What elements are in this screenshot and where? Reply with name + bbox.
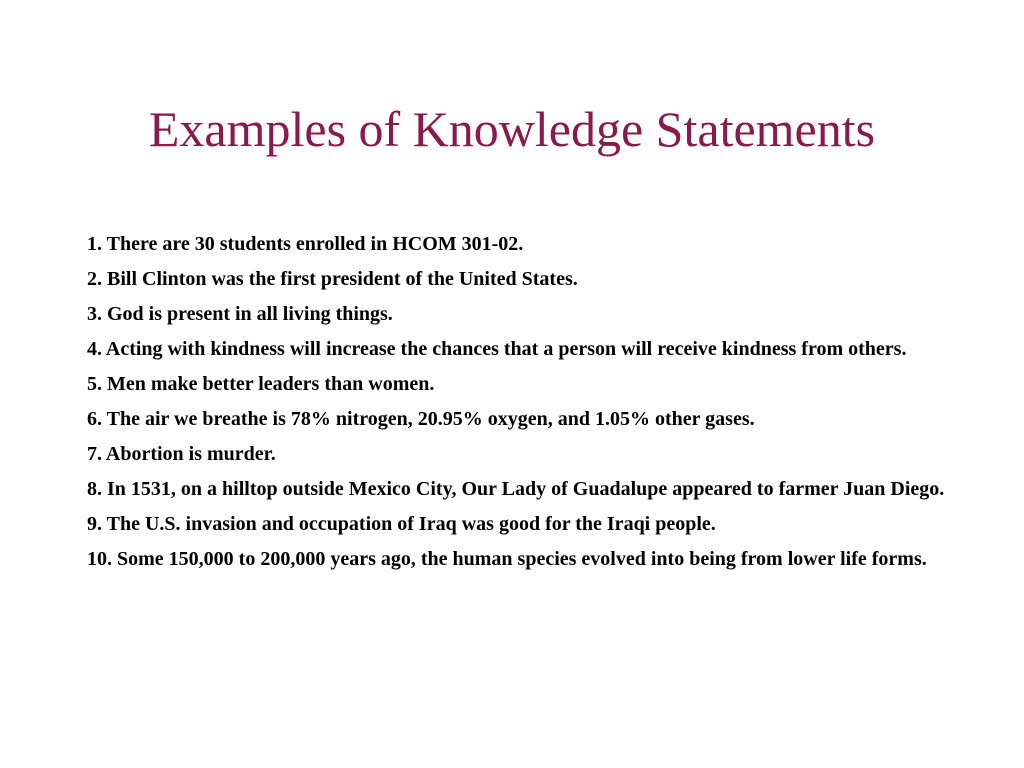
statement-item-2: 2. Bill Clinton was the first president of the United States. (87, 268, 578, 290)
statement-item-1: 1. There are 30 students enrolled in HCOM 301-02. (87, 233, 524, 255)
statement-item-3: 3. God is present in all living things. (87, 303, 393, 325)
statement-item-8: 8. In 1531, on a hilltop outside Mexico City, Our Lady of Guadalupe appeared to farmer Juan Diego. (87, 478, 945, 500)
statement-item-10: 10. Some 150,000 to 200,000 years ago, the human species evolved into being from lower life forms. (87, 548, 927, 570)
slide-title: Examples of Knowledge Statements (148, 101, 876, 157)
statement-item-5: 5. Men make better leaders than women. (87, 373, 435, 395)
statement-list (87, 230, 967, 580)
statement-item-7: 7. Abortion is murder. (87, 443, 276, 465)
statement-item-6: 6. The air we breathe is 78% nitrogen, 20.95% oxygen, and 1.05% other gases. (87, 408, 755, 430)
statement-item-4: 4. Acting with kindness will increase the chances that a person will receive kindness from others. (87, 338, 907, 360)
statement-item-9: 9. The U.S. invasion and occupation of Iraq was good for the Iraqi people. (87, 513, 716, 535)
